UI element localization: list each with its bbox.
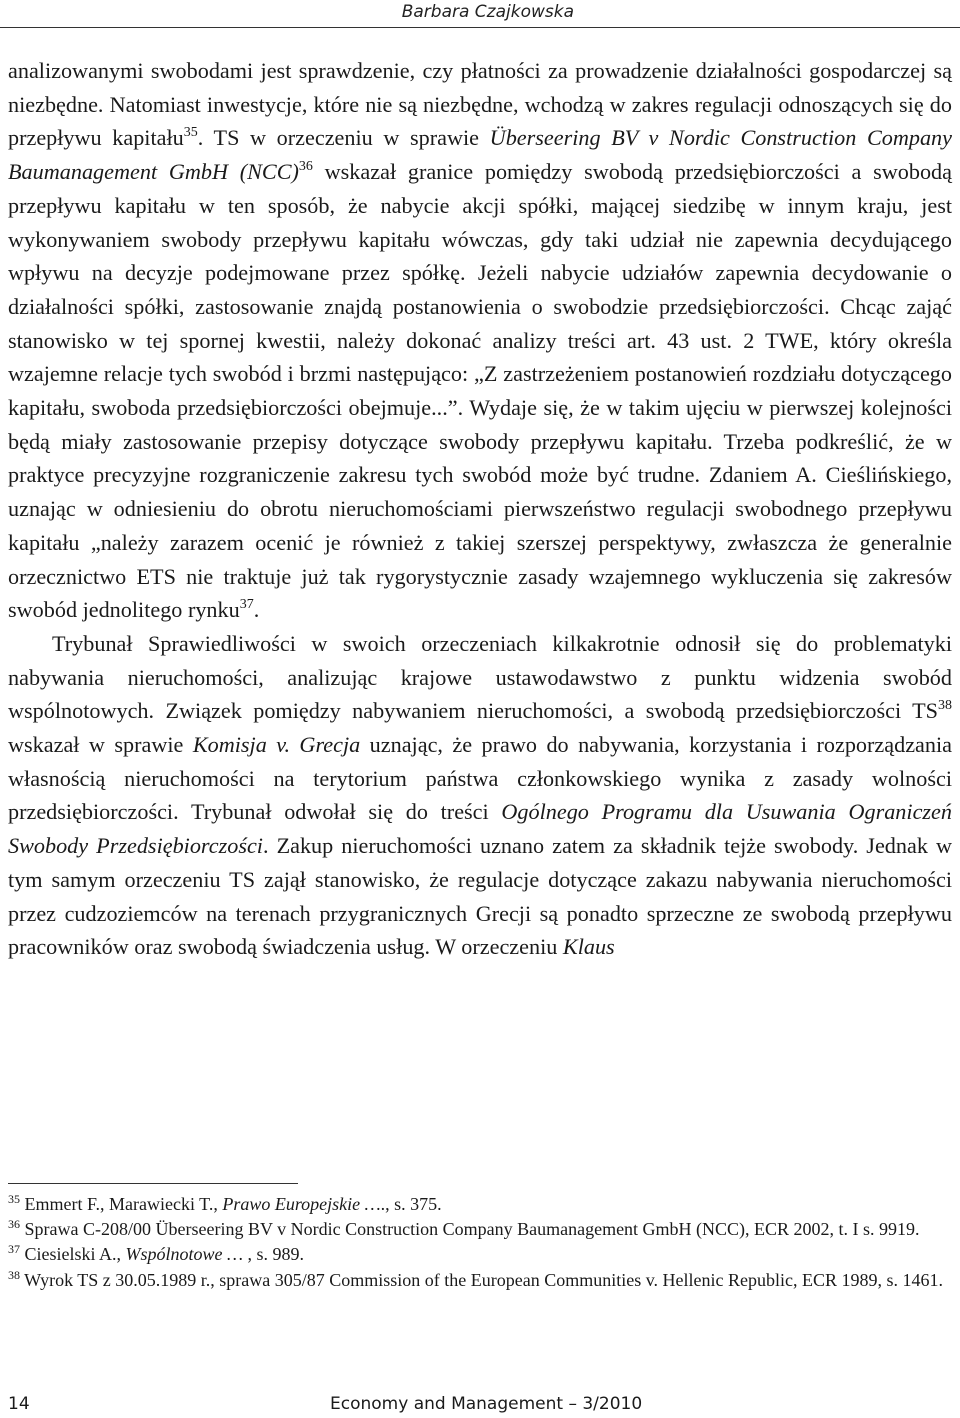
- case-name-uberseering: Überseering BV v Nordic Construction Company Baumanagement GmbH (NCC): [8, 125, 952, 185]
- footnote-38: [8, 1268, 952, 1293]
- footnote-37-title: Wspólnotowe …: [125, 1244, 244, 1265]
- footnote-ref-37: 37: [239, 597, 254, 613]
- footnote-ref-38: 38: [938, 698, 952, 714]
- footnote-ref-36: 36: [298, 159, 313, 175]
- paragraph-1-text-b: . TS w orzeczeniu w sprawie: [197, 125, 490, 151]
- paragraph-1-text-d: .: [253, 597, 260, 623]
- body-text: [8, 54, 952, 964]
- footnote-36: [8, 1217, 952, 1242]
- footnote-37-number: 37: [8, 1242, 20, 1257]
- footnote-35-text-a: Emmert F., Marawiecki T.,: [20, 1194, 223, 1214]
- paragraph-2-text-d: . Zakup nieruchomości uznano zatem za składnik tejże swobody. Jednak w tym samym orzeczeniu TS zajął stanowisko, że regulacje dotyczące zakazu nabywania nieruchomości przez cudzoziemców na terenach przygranicznych Grecji są ponadto sprzeczne ze swobodą przepływu pracowników oraz swobodą świadczenia usług. W orzeczeniu: [8, 833, 952, 960]
- footnote-36-text: Sprawa C-208/00 Überseering BV v Nordic Construction Company Baumanagement GmbH (NCC), ECR 2002, t. I s. 9919.: [20, 1219, 920, 1240]
- paragraph-2-text-c: uznając, że prawo do nabywania, korzystania i rozporządzania własnością nieruchomości na terytorium państwa członkowskiego wynika z zasady wolności przedsiębiorczości. Trybunał odwołał się do treści: [8, 732, 952, 825]
- footnote-separator: [8, 1183, 298, 1184]
- programme-title: Ogólnego Programu dla Usuwania Ograniczeń Swobody Przedsiębiorczości: [8, 799, 952, 859]
- case-name-klaus: Klaus: [562, 934, 615, 960]
- footnote-35-number: 35: [8, 1192, 20, 1206]
- paragraph-1-text-a: analizowanymi swobodami jest sprawdzenie, czy płatności za prowadzenie działalności gospodarczej są niezbędne. Natomiast inwestycje, które nie są niezbędne, wchodzą w zakres regulacji odnoszących się do przepływu kapitału: [8, 58, 952, 151]
- footnote-37-text-b: , s. 989.: [243, 1244, 305, 1265]
- paragraph-2-text-a: Trybunał Sprawiedliwości w swoich orzeczeniach kilkakrotnie odnosił się do problematyki nabywania nieruchomości, analizując krajowe ustawodawstwo z punktu widzenia swobód wspólnotowych. Związek pomiędzy nabywaniem nieruchomości, a swobodą przedsiębiorczości TS: [8, 630, 952, 724]
- footnote-38-text: Wyrok TS z 30.05.1989 r., sprawa 305/87 Commission of the European Communities v. Hellenic Republic, ECR 1989, s. 1461.: [20, 1269, 944, 1290]
- page-number: 14: [8, 1394, 30, 1414]
- footnote-ref-35: 35: [183, 125, 198, 141]
- footnotes: [8, 1192, 952, 1293]
- case-name-komisja-v-grecja: Komisja v. Grecja: [192, 732, 361, 758]
- header-rule: [0, 27, 960, 28]
- paragraph-2-text-b: wskazał w sprawie: [8, 732, 193, 758]
- running-head-author: Barbara Czajkowska: [401, 2, 574, 22]
- footnote-35-title: Prawo Europejskie …: [222, 1194, 381, 1214]
- footnote-38-number: 38: [8, 1267, 20, 1282]
- page-footer: [0, 1386, 960, 1418]
- paragraph-1: [8, 54, 952, 627]
- footnote-35-text-b: ., s. 375.: [380, 1194, 442, 1214]
- footnote-37-text-a: Ciesielski A.,: [20, 1244, 126, 1265]
- running-head: [0, 0, 960, 26]
- footnote-36-number: 36: [8, 1217, 20, 1232]
- footnote-35: [8, 1192, 952, 1217]
- journal-title: Economy and Management – 3/2010: [330, 1394, 643, 1414]
- footnote-37: [8, 1242, 952, 1267]
- paragraph-1-text-c: wskazał granice pomiędzy swobodą przedsiębiorczości a swobodą przepływu kapitału w ten sposób, że nabycie akcji spółki, mającej siedzibę w innym kraju, jest wykonywaniem swobody przepływu kapitału wówczas, gdy taki udział nie zapewnia decydującego wpływu na decyzje podejmowane przez spółkę. Jeżeli nabycie udziałów zapewnia decydowanie o działalności spółki, zastosowanie znajdą postanowienia o swobodzie przedsiębiorczości. Chcąc zająć stanowisko w tej spornej kwestii, należy dokonać analizy treści art. 43 ust. 2 TWE, który określa wzajemne relacje tych swobód i brzmi następująco: „Z zastrzeżeniem postanowień rozdziału dotyczącego kapitału, swoboda przedsiębiorczości obejmuje...”. Wydaje się, że w takim ujęciu w pierwszej kolejności będą miały zastosowanie przepisy dotyczące swobody przepływu kapitału. Trzeba podkreślić, że w praktyce precyzyjne rozgraniczenie zakresu tych swobód może być trudne. Zdaniem A. Cieślińskiego, uznając w odniesieniu do obrotu nieruchomościami pierwszeństwo regulacji swobodnego przepływu kapitału „należy zarazem ocenić je również z takiej szerszej perspektywy, zwłaszcza że generalnie orzecznictwo ETS nie traktuje już tak rygorystycznie zasady wzajemnego wykluczenia się zakresów swobód jednolitego rynku: [8, 159, 952, 623]
- paragraph-2: [8, 627, 952, 964]
